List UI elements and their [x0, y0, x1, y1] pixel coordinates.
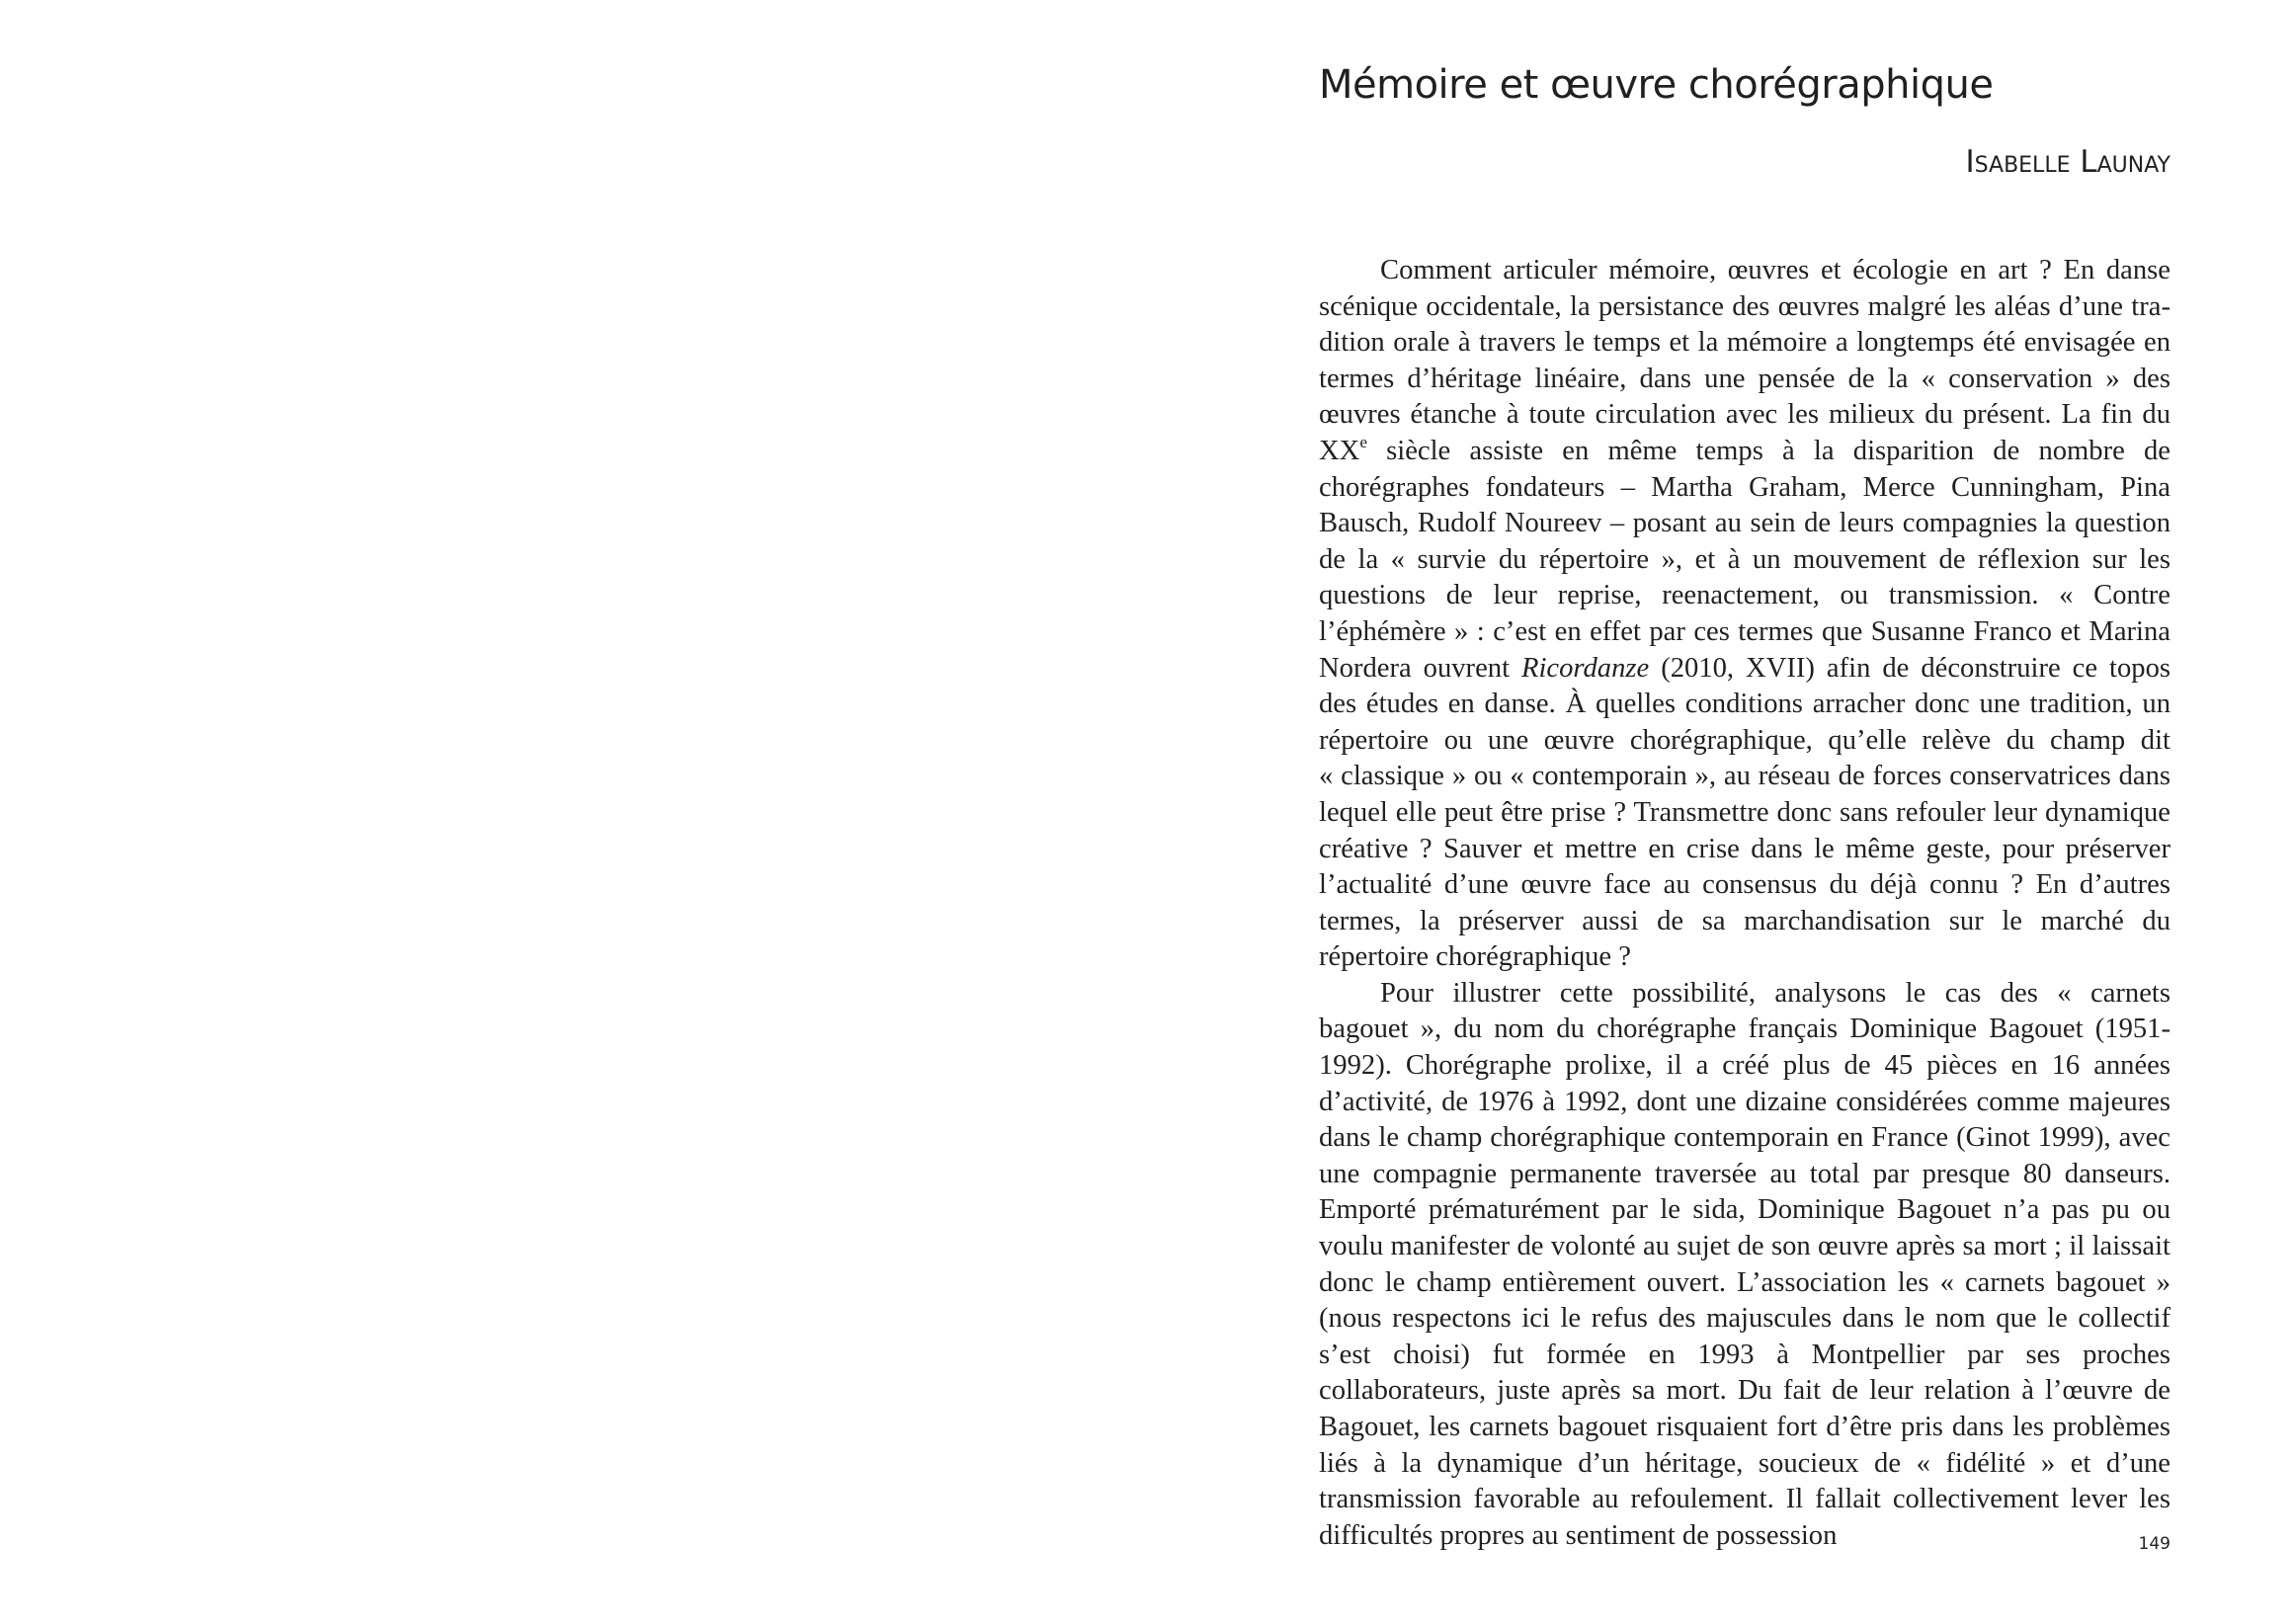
paragraph-1-part-3: (2010, XVII) afin de déconstruire ce topos des études en danse. À quelles conditions arracher donc une tradition, un répertoire ou une œuvre chorégraphique, qu’elle relève du champ dit « classique » ou « contemporain », au réseau de forces conservatrices dans lequel elle peut être prise ? Transmettre donc sans refouler leur dynamique créative ? Sauver et mettre en crise dans le même geste, pour préserver l’actualité d’une œuvre face au consensus du déjà connu ? En d’autres termes, la préserver aussi de sa marchandisation sur le marché du répertoire chorégraphique ? — [1319, 652, 2171, 973]
left-page-blank — [0, 0, 1146, 1624]
page-number: 149 — [2138, 1534, 2170, 1554]
chapter-title: Mémoire et œuvre chorégraphique — [1319, 62, 1994, 108]
chapter-body — [1319, 253, 2170, 1554]
century-superscript: e — [1359, 432, 1367, 451]
body-paragraph-1 — [1319, 253, 2170, 976]
paragraph-1-part-1: Comment articuler mémoire, œuvres et écologie en art ? En danse scénique occidentale, la persistance des œuvres malgré les aléas d’une tradition orale à travers le temps et la mémoire a longtemps été envisagée en termes d’héritage linéaire, dans une pensée de la « conservation » des œuvres étanche à toute circulation avec les milieux du présent. La fin du XX — [1319, 255, 2170, 466]
book-title-ricordanze: Ricordanze — [1521, 652, 1650, 684]
paragraph-1-part-2: siècle assiste en même temps à la disparition de nombre de chorégraphes fondateurs – Martha Graham, Merce Cunningham, Pina Bausch, Rudolf Noureev – posant au sein de leurs compagnies la question de la « survie du répertoire », et à un mouvement de réflexion sur les questions de leur reprise, reenactement, ou transmission. « Contre l’éphémère » : c’est en effet par ces termes que Susanne Franco et Marina Nordera ouvrent — [1319, 435, 2170, 684]
chapter-author: Isabelle Launay — [1965, 144, 2170, 180]
body-paragraph-2: Pour illustrer cette possibilité, analysons le cas des « carnets bagouet », du nom du chorégraphe français Dominique Bagouet (1951-1992). Chorégraphe prolixe, il a créé plus de 45 pièces en 16 années d’activité, de 1976 à 1992, dont une dizaine considérées comme majeures dans le champ chorégraphique contemporain en France (Ginot 1999), avec une compagnie permanente traversée au total par presque 80 danseurs. Emporté prématurément par le sida, Dominique Bagouet n’a pas pu ou voulu manifester de volonté au sujet de son œuvre après sa mort ; il laissait donc le champ entièrement ouvert. L’association les « carnets bagouet » (nous respectons ici le refus des majuscules dans le nom que le collectif s’est choisi) fut formée en 1993 à Montpellier par ses proches collaborateurs, juste après sa mort. Du fait de leur relation à l’œuvre de Bagouet, les carnets bagouet risquaient fort d’être pris dans les problèmes liés à la dynamique d’un héritage, soucieux de « fidélité » et d’une transmission favorable au refoulement. Il fallait collectivement lever les difficultés propres au sentiment de possession — [1319, 977, 2170, 1551]
